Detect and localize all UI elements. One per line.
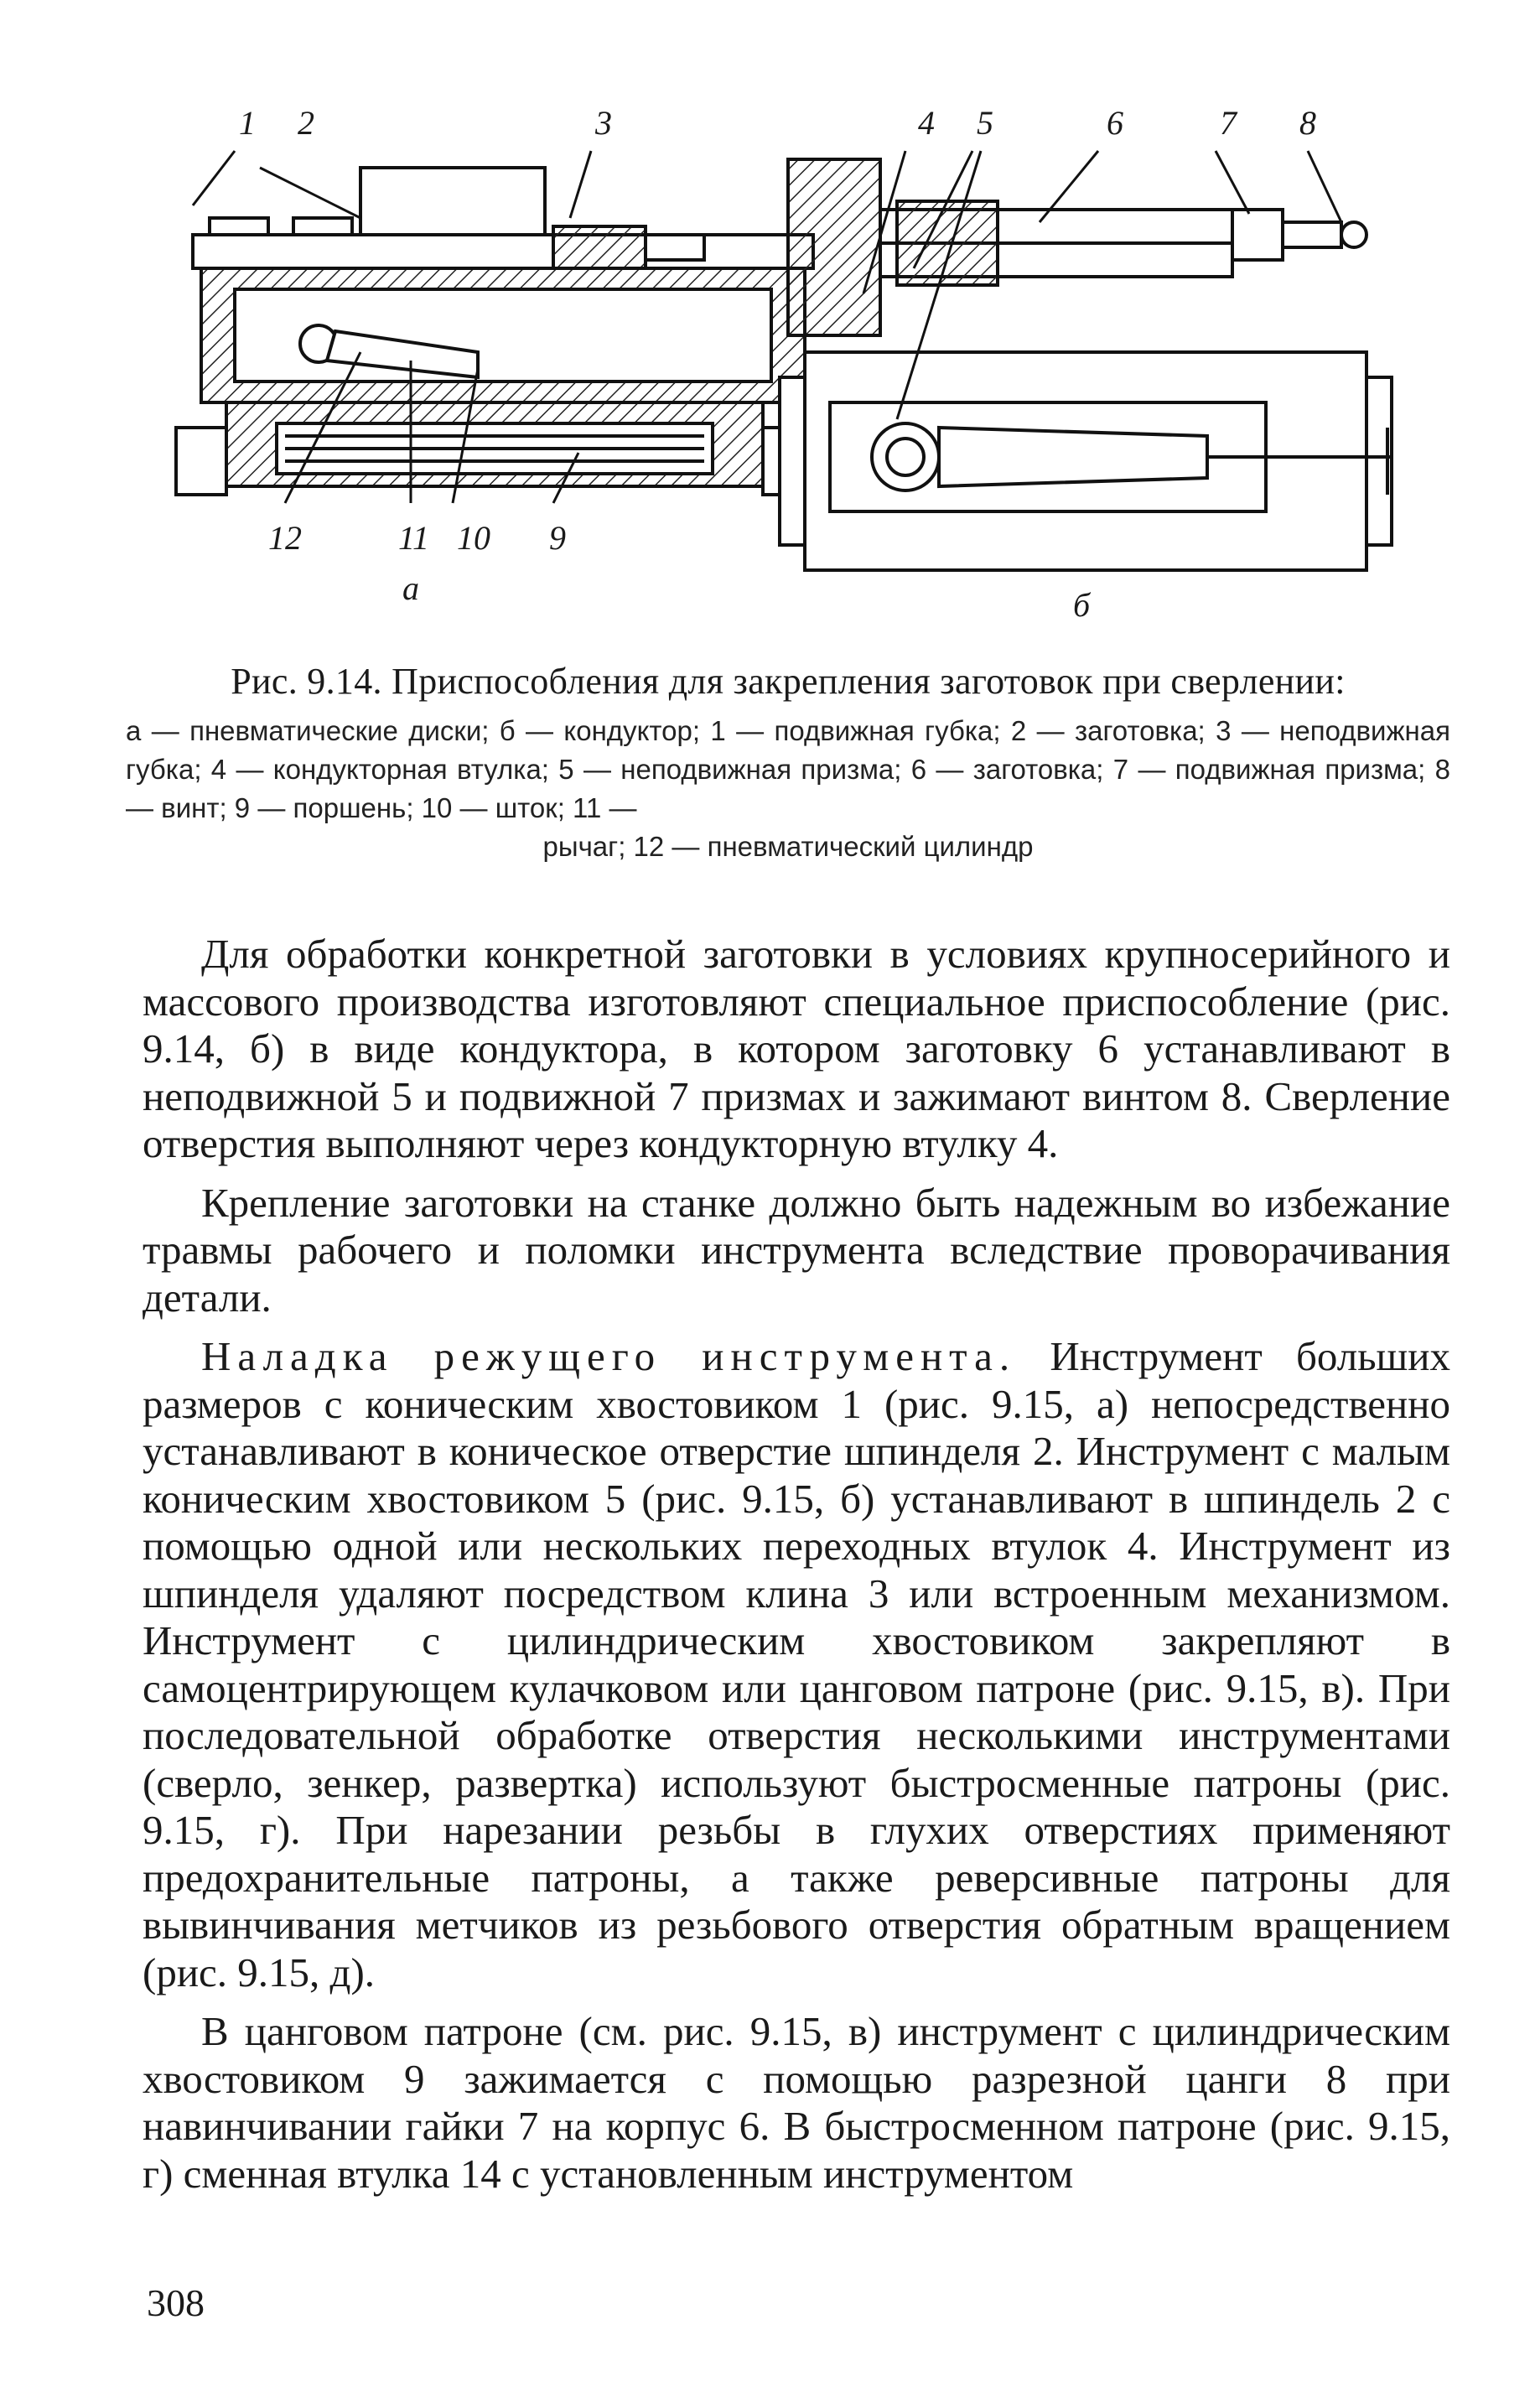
paragraph-3-text: Инструмент больших размеров с коническим хвостовиком 1 (рис. 9.15, а) непосредственно устанавливают в коническое отверстие шпинделя 2. Инструмент с малым коническим хвостовиком 5 (рис. 9.15, б) устанавливают в шпиндель 2 с помощью одной или нескольких переходных втулок 4. Инструмент из шпинделя удаляют посредством клина 3 или встроенным механизмом. Инструмент с цилиндрическим хвостовиком закрепляют в самоцентрирующем кулачковом или цанговом патроне (рис. 9.15, в). При последовательной обработке отверстия несколькими инструментами (сверло, зенкер, развертка) используют быстросменные патроны (рис. 9.15, г). При нарезании резьбы в глухих отверстиях применяют предохранительные патроны, а также реверсивные патроны для вывинчивания метчиков из резьбового отверстия обратным вращением (рис. 9.15, д). — [143, 1333, 1450, 1995]
figure-9-14 — [159, 101, 1467, 646]
page-number: 308 — [147, 2281, 205, 2324]
subfigure-b-label: б — [1073, 586, 1091, 624]
label-3: 3 — [595, 104, 612, 142]
label-5: 5 — [977, 104, 993, 142]
paragraph-3 — [143, 1333, 1450, 1996]
caption-body — [126, 712, 1450, 866]
subfigure-a-label: а — [402, 569, 419, 607]
label-12: 12 — [268, 519, 302, 557]
paragraph-4: В цанговом патроне (см. рис. 9.15, в) инструмент с цилиндрическим хвостовиком 9 зажимается с помощью разрезной цанги 8 при навинчивании гайки 7 на корпус 6. В быстросменном патроне (рис. 9.15, г) сменная втулка 14 с установленным инструментом — [143, 2008, 1450, 2197]
label-4: 4 — [918, 104, 935, 142]
label-8: 8 — [1299, 104, 1316, 142]
caption-title: Рис. 9.14. Приспособления для закрепления заготовок при сверлении: — [231, 661, 1346, 702]
label-9: 9 — [549, 519, 566, 557]
label-7: 7 — [1220, 104, 1237, 142]
drawing-b — [780, 151, 1392, 570]
label-10: 10 — [457, 519, 490, 557]
label-6: 6 — [1107, 104, 1123, 142]
caption-legend-last-line: рычаг; 12 — пневматический цилиндр — [542, 831, 1034, 862]
label-2: 2 — [298, 104, 314, 142]
caption-legend: а — пневматические диски; б — кондуктор; 1 — подвижная губка; 2 — заготовка; 3 — неподвижная губка; 4 — кондукторная втулка; 5 — неподвижная призма; 6 — заготовка; 7 — подвижная призма; 8 — винт; 9 — поршень; 10 — шток; 11 — — [126, 715, 1450, 823]
section-heading: Наладка режущего инструмента. — [201, 1333, 1017, 1379]
paragraph-2: Крепление заготовки на станке должно быть надежным во избежание травмы рабочего и поломки инструмента вследствие проворачивания детали. — [143, 1179, 1450, 1321]
label-11: 11 — [398, 519, 430, 557]
body-text — [143, 931, 1450, 2198]
label-1: 1 — [239, 104, 256, 142]
figure-caption — [126, 658, 1450, 866]
paragraph-1: Для обработки конкретной заготовки в условиях крупносерийного и массового производства изготовляют специальное приспособление (рис. 9.14, б) в виде кондуктора, в котором заготовку 6 устанавливают в неподвижной 5 и подвижной 7 призмах и зажимают винтом 8. Сверление отверстия выполняют через кондукторную втулку 4. — [143, 931, 1450, 1166]
drawing-a — [176, 151, 813, 503]
technical-drawing — [159, 101, 1467, 646]
